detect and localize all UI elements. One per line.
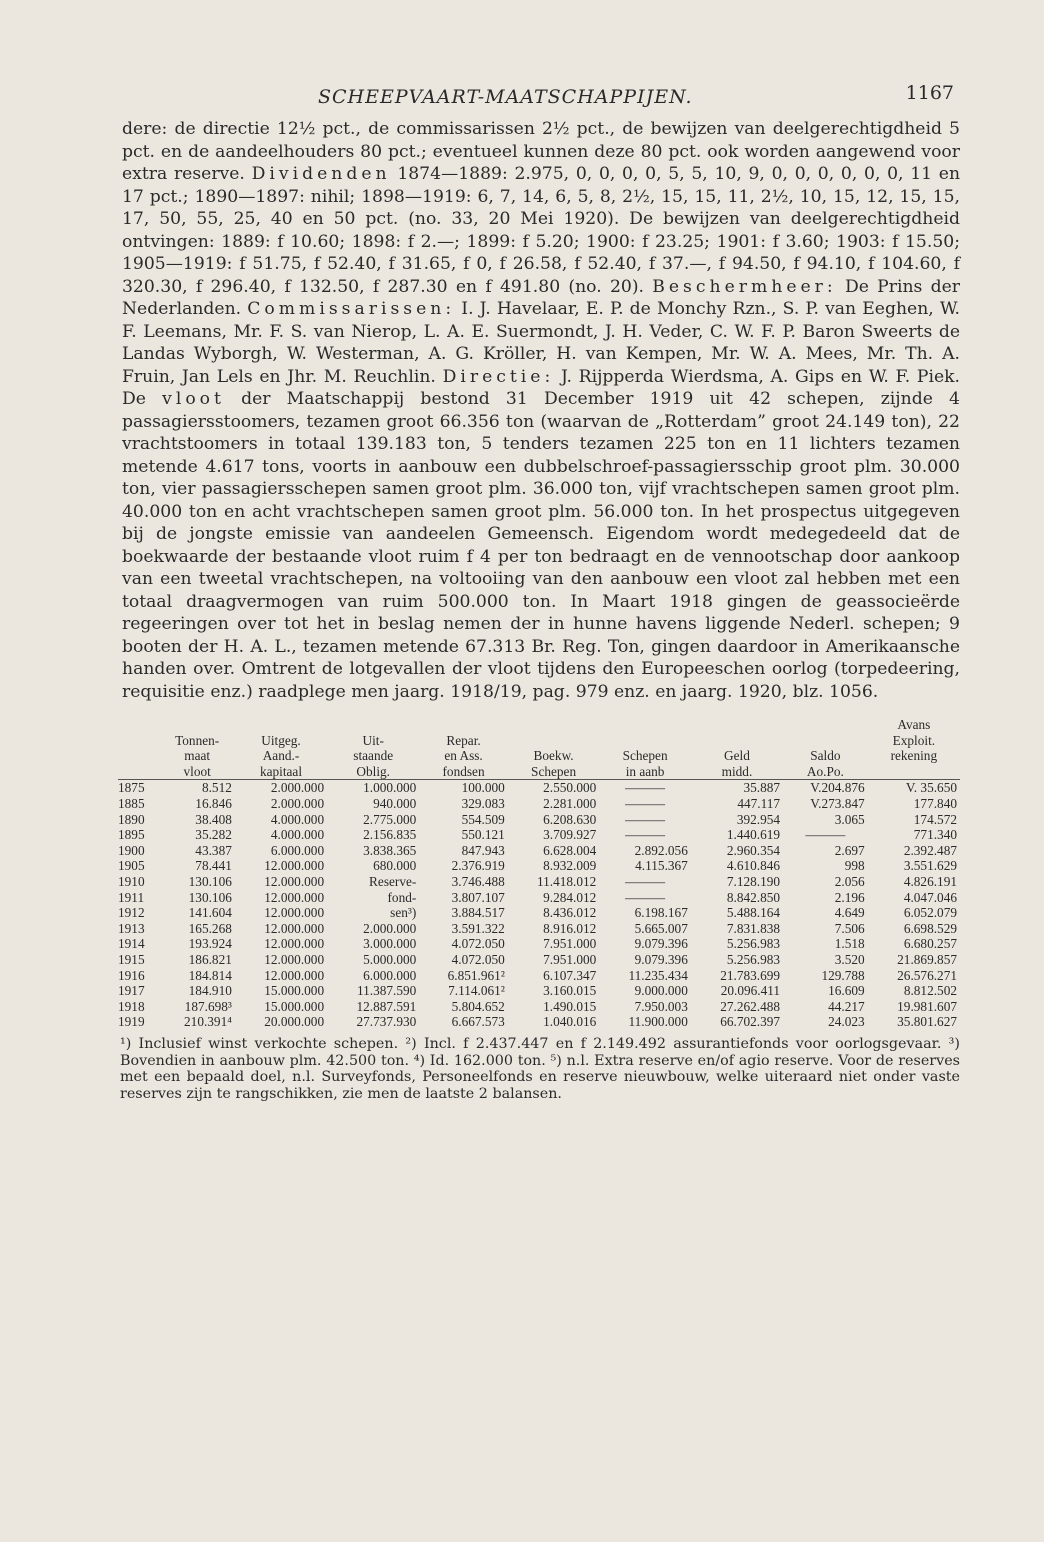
table-row (118, 843, 960, 859)
table-cell: 9.079.396 (634, 936, 688, 952)
table-header-cell: Oblig. (327, 764, 419, 780)
table-row (118, 812, 960, 828)
table-cell: 4.000.000 (270, 811, 325, 827)
table-cell: 2.281.000 (543, 795, 597, 811)
table-cell: 27.262.488 (720, 998, 781, 1014)
table-cell: 8.812.502 (903, 983, 957, 999)
table-cell: 2.056 (834, 873, 865, 889)
table-cell: sen³) (390, 905, 417, 921)
table-cell: 12.887.591 (356, 998, 417, 1014)
table-header-cell: Aand.- (262, 748, 300, 764)
table-cell: 24.023 (828, 1014, 865, 1030)
table-header-cell (783, 733, 868, 749)
table-cell: V. 35.650 (905, 780, 957, 796)
table-cell: 1.440.619 (726, 827, 781, 843)
table-cell: 9.000.000 (634, 983, 688, 999)
table-cell: 6.628.004 (543, 842, 597, 858)
table-cell: 8.436.012 (543, 905, 597, 921)
table-cell: 6.198.167 (634, 905, 688, 921)
table-row (118, 983, 960, 999)
table-cell: 1.518 (834, 936, 865, 952)
table-cell: 186.821 (188, 951, 232, 967)
table-cell: 16.846 (195, 795, 232, 811)
table-header-cell (419, 717, 508, 733)
table-cell: 9.079.396 (634, 951, 688, 967)
table-cell: 7.951.000 (543, 936, 597, 952)
table-cell: 27.737.930 (356, 1014, 417, 1030)
table-header-row (118, 764, 960, 780)
table-cell: 26.576.271 (897, 967, 957, 983)
table-cell: 6.052.079 (903, 905, 957, 921)
table-row (118, 780, 960, 796)
table-cell: 15.000.000 (264, 998, 325, 1014)
table-cell: 38.408 (195, 811, 232, 827)
table-cell: ——— (625, 873, 666, 889)
table-cell: 5.000.000 (363, 951, 417, 967)
table-cell: fond- (387, 889, 417, 905)
running-header (118, 78, 960, 118)
table-cell: 193.924 (188, 936, 232, 952)
table-year-cell: 1885 (118, 795, 145, 811)
table-year-cell: 1905 (118, 858, 145, 874)
label-dividenden: Dividenden (251, 164, 391, 184)
table-cell: 15.000.000 (264, 983, 325, 999)
table-cell: 2.550.000 (543, 780, 597, 796)
table-cell: 7.950.003 (634, 998, 688, 1014)
table-cell: 100.000 (461, 780, 505, 796)
table-header-cell (691, 733, 783, 749)
table-cell: 8.842.850 (726, 889, 781, 905)
financial-table (118, 717, 960, 1030)
text-segment: I. J. Havelaar, E. P. de Monchy Rzn., S. P. van Eeghen, W. F. Leemans, Mr. F. S. van Nierop, L. A. E. Suermondt, J. H. Veder, C. W. F. P. Baron Sweerts de Landas Wyborgh, W. Westerman, A. G. Kröller, H. van Kempen, Mr. W. A. Mees, Mr. Th. A. Fruin, Jan Lels en Jhr. M. Reuchlin. (122, 299, 960, 387)
table-year-cell: 1875 (118, 780, 145, 796)
table-header-cell (508, 717, 600, 733)
text-segment: J. Rijpperda Wierdsma, A. Gips en W. F. Piek. De (122, 366, 960, 409)
table-cell: Reserve- (369, 873, 417, 889)
table-cell: 3.160.015 (543, 983, 597, 999)
table-cell: ——— (625, 780, 666, 796)
table-cell: 5.256.983 (726, 936, 781, 952)
table-cell: 6.667.573 (451, 1014, 505, 1030)
table-cell: 165.268 (188, 920, 232, 936)
table-header-cell: maat (184, 748, 211, 764)
footnotes: ¹) Inclusief winst verkochte schepen. ²) Incl. f 2.437.447 en f 2.149.492 assurantiefonds voor oorlogsgevaar. ³) Bovendien in aanbouw plm. 42.500 ton. ⁴) Id. 162.000 ton. ⁵) n.l. Extra reserve en/of agio reserve. Voor de reserves met een bepaald doel, n.l. Surveyfonds, Personeelfonds en reserve nieuwbouw, welke uiteraard niet onder vaste reserves zijn te rangschikken, zie men de laatste 2 balansen. (120, 1035, 960, 1103)
table-cell: 130.106 (188, 889, 232, 905)
table-cell: 4.826.191 (903, 873, 957, 889)
table-cell: ——— (625, 889, 666, 905)
table-cell: 329.083 (461, 795, 505, 811)
table-cell: 2.775.000 (363, 811, 417, 827)
table-cell: 7.831.838 (726, 920, 781, 936)
table-header-cell: Tonnen- (175, 732, 220, 748)
table-header-cell (118, 717, 159, 733)
table-cell: 3.551.629 (903, 858, 957, 874)
table-cell: 4.072.050 (451, 936, 505, 952)
table-cell: 12.000.000 (264, 873, 325, 889)
table-cell: 4.610.846 (726, 858, 781, 874)
table-cell: 7.128.190 (726, 873, 781, 889)
table-cell: 141.604 (188, 905, 232, 921)
table-row (118, 999, 960, 1015)
text-segment: dere: de directie 12½ pct., de commissarissen 2½ pct., de bewijzen van deelgerechtigdheid 5 pct. en de aandeelhouders 80 pct.; eventueel kunnen deze 80 pct. ook worden aangewend voor extra reserve. (122, 119, 960, 184)
table-header-cell (508, 733, 600, 749)
table-cell: 847.943 (461, 842, 505, 858)
table-cell: 12.000.000 (264, 936, 325, 952)
table-header-row (118, 717, 960, 733)
table-header-cell: Schepen (508, 764, 600, 780)
table-cell: 12.000.000 (264, 920, 325, 936)
table-header-cell (118, 733, 159, 749)
table-row (118, 827, 960, 843)
text-segment: De Prins der Nederlanden. (122, 276, 960, 319)
table-cell: 12.000.000 (264, 858, 325, 874)
table-cell: 177.840 (913, 795, 957, 811)
table-row (118, 952, 960, 968)
table-year-cell: 1913 (118, 920, 145, 936)
label-vloot: vloot (162, 389, 225, 409)
table-header-cell: Geld (724, 748, 750, 764)
table-cell: 12.000.000 (264, 905, 325, 921)
table-header-cell (118, 764, 159, 780)
table-cell: 44.217 (828, 998, 865, 1014)
table-cell: 8.916.012 (543, 920, 597, 936)
table-cell: V.273.847 (810, 795, 865, 811)
table-row (118, 936, 960, 952)
table-header-cell: Exploit. (892, 732, 936, 748)
table-cell: 7.951.000 (543, 951, 597, 967)
table-cell: 3.520 (834, 951, 865, 967)
table-cell: 6.851.961² (447, 967, 505, 983)
table-year-cell: 1910 (118, 873, 145, 889)
table-header-cell: vloot (159, 764, 234, 780)
running-title: SCHEEPVAART-MAATSCHAPPIJEN. (318, 86, 693, 108)
table-cell: 12.000.000 (264, 951, 325, 967)
table-cell: 8.932.009 (543, 858, 597, 874)
page (118, 78, 960, 1103)
table-year-cell: 1919 (118, 1014, 145, 1030)
table-header-cell: Ao.Po. (783, 764, 868, 780)
table-cell: 554.509 (461, 811, 505, 827)
table-cell: 5.488.164 (726, 905, 781, 921)
table-header-cell: in aanb (599, 764, 691, 780)
table-cell: 1.000.000 (363, 780, 417, 796)
table-header-cell: rekening (890, 748, 938, 764)
table-cell: ——— (625, 795, 666, 811)
table-cell: ——— (625, 811, 666, 827)
table-row (118, 905, 960, 921)
table-year-cell: 1918 (118, 998, 145, 1014)
table-cell: 392.954 (736, 811, 781, 827)
table-cell: 1.490.015 (543, 998, 597, 1014)
table-header-cell: Saldo (810, 748, 841, 764)
table-row (118, 796, 960, 812)
table-header-cell: Uitgeg. (261, 732, 301, 748)
table-cell: 3.884.517 (451, 905, 505, 921)
table-cell: 66.702.397 (720, 1014, 781, 1030)
table-cell: 5.804.652 (451, 998, 505, 1014)
table-cell: 3.591.322 (451, 920, 505, 936)
table-header-cell: kapitaal (235, 764, 327, 780)
table-row (118, 874, 960, 890)
table-cell: 129.788 (821, 967, 865, 983)
table-cell: 2.697 (834, 842, 865, 858)
table-cell: 184.814 (188, 967, 232, 983)
table-cell: 2.376.919 (451, 858, 505, 874)
label-directie: Directie: (442, 366, 555, 387)
table-header-cell: fondsen (419, 764, 508, 780)
table-header-row (118, 733, 960, 749)
table-year-cell: 1895 (118, 827, 145, 843)
table-cell: 5.665.007 (634, 920, 688, 936)
table-cell: 2.196 (834, 889, 865, 905)
table-cell: 20.000.000 (264, 1014, 325, 1030)
table-cell: 1.040.016 (543, 1014, 597, 1030)
table-cell: 35.887 (743, 780, 781, 796)
table-cell: 21.783.699 (720, 967, 781, 983)
table-cell: 2.000.000 (363, 920, 417, 936)
table-row (118, 1014, 960, 1030)
table-cell: 940.000 (373, 795, 417, 811)
table-cell: 7.506 (834, 920, 865, 936)
table-year-cell: 1911 (118, 889, 145, 905)
table-header-cell (118, 748, 159, 764)
table-cell: ——— (805, 827, 846, 843)
table-header-cell: Avans (897, 717, 931, 732)
table-cell: 11.387.590 (356, 983, 417, 999)
table-cell: 6.698.529 (903, 920, 957, 936)
table-cell: 3.000.000 (363, 936, 417, 952)
table-year-cell: 1915 (118, 951, 145, 967)
table-cell: 3.065 (834, 811, 865, 827)
table-cell: 3.838.365 (363, 842, 417, 858)
table-cell: 35.801.627 (897, 1014, 957, 1030)
table-cell: 4.649 (834, 905, 865, 921)
table-cell: 11.235.434 (628, 967, 688, 983)
table-cell: 6.000.000 (270, 842, 325, 858)
table-cell: 680.000 (373, 858, 417, 874)
table-year-cell: 1916 (118, 967, 145, 983)
table-cell: 4.115.367 (635, 858, 688, 874)
table-cell: 4.047.046 (903, 889, 957, 905)
table-cell: 43.387 (195, 842, 232, 858)
table-cell: 12.000.000 (264, 889, 325, 905)
table-year-cell: 1912 (118, 905, 145, 921)
table-cell: 7.114.061² (448, 983, 505, 999)
table-cell: 2.156.835 (363, 827, 417, 843)
table-cell: 3.709.927 (543, 827, 597, 843)
table-cell: 35.282 (195, 827, 232, 843)
table-header-cell (327, 717, 419, 733)
table-cell: 447.117 (737, 795, 781, 811)
table-header-cell (599, 733, 691, 749)
table-cell: 187.698³ (184, 998, 232, 1014)
table-cell: V.204.876 (810, 780, 865, 796)
table-header-cell (783, 717, 868, 733)
label-beschermheer: Beschermheer: (652, 276, 837, 297)
table-cell: 3.746.488 (451, 873, 505, 889)
table-year-cell: 1914 (118, 936, 145, 952)
table-header-cell: Boekw. (533, 748, 574, 764)
table-cell: 4.072.050 (451, 951, 505, 967)
table-cell: 998 (844, 858, 865, 874)
table-cell: 5.256.983 (726, 951, 781, 967)
table-cell: 8.512 (201, 780, 232, 796)
table-header-cell: staande (353, 748, 394, 764)
table-cell: 12.000.000 (264, 967, 325, 983)
label-commissarissen: Commissarissen: (247, 299, 456, 319)
table-cell: 21.869.857 (897, 951, 957, 967)
table-row (118, 968, 960, 984)
text-segment: der Maatschappij bestond 31 December 1919 uit 42 schepen, zijnde 4 passagiersstoomers, tezamen groot 66.356 ton (waarvan de „Rotterdam” groot 24.149 ton), 22 vrachtstoomers in totaal 139.183 ton, 5 tenders tezamen 225 ton en 11 lichters tezamen metende 4.617 tons, voorts in aanbouw een dubbelschroef-passagiersschip groot plm. 30.000 ton, vier passagiersschepen samen groot plm. 36.000 ton, vijf vrachtschepen samen groot plm. 40.000 ton en acht vrachtschepen samen groot plm. 56.000 ton. In het prospectus uitgegeven bij de jongste emissie van aandeelen Gemeensch. Eigendom wordt medegedeeld dat de boekwaarde der bestaande vloot ruim f 4 per ton bedraagt en de vennootschap door aankoop van een tweetal vrachtschepen, na voltooiing van den aanbouw een vloot zal hebben met een totaal draagvermogen van ruim 500.000 ton. In Maart 1918 gingen de geassocieërde regeeringen over tot het in beslag nemen der in hunne havens liggende Nederl. schepen; 9 booten der H. A. L., tezamen metende 67.313 Br. Reg. Ton, gingen daardoor in Amerikaansche handen over. Omtrent de lotgevallen der vloot tijdens den Europeeschen oorlog (torpedeering, requisitie enz.) raadplege men jaarg. 1918/19, pag. 979 enz. en jaarg. 1920, blz. 1056. (122, 389, 960, 702)
table-row (118, 890, 960, 906)
table-cell: 4.000.000 (270, 827, 325, 843)
table-cell: 184.910 (188, 983, 232, 999)
table-cell: 771.340 (913, 827, 957, 843)
table-row (118, 858, 960, 874)
table-cell: 20.096.411 (720, 983, 781, 999)
table-cell: 3.807.107 (451, 889, 505, 905)
table-cell: 9.284.012 (543, 889, 597, 905)
table-cell: 78.441 (195, 858, 232, 874)
table-cell: 19.981.607 (897, 998, 957, 1014)
table-row (118, 921, 960, 937)
table-header-cell: Repar. (446, 732, 481, 748)
table-cell: 2.000.000 (270, 780, 325, 796)
table-cell: 6.208.630 (543, 811, 597, 827)
table-cell: 130.106 (188, 873, 232, 889)
table-header-cell (159, 717, 234, 733)
table-header-cell: Schepen (622, 748, 668, 764)
table-cell: 210.391⁴ (184, 1014, 232, 1030)
table-header-cell (868, 764, 960, 780)
table-cell: 11.418.012 (536, 873, 597, 889)
text-segment: 1874—1889: 2.975, 0, 0, 0, 0, 5, 5, 10, 9, 0, 0, 0, 0, 0, 0, 11 en 17 pct.; 1890—1897: nihil; 1898—1919: 6, 7, 14, 6, 5, 8, 2½, 15, 15, 11, 2½, 10, 15, 12, 15, 15, 17, 50, 55, 25, 40 en 50 pct. (no. 33, 20 Mei 1920). De bewijzen van deelgerechtigdheid ontvingen: 1889: f 10.60; 1898: f 2.—; 1899: f 5.20; 1900: f 23.25; 1901: f 3.60; 1903: f 15.50; 1905—1919: f 51.75, f 52.40, f 31.65, f 0, f 26.58, f 52.40, f 37.—, f 94.50, f 94.10, f 104.60, f 320.30, f 296.40, f 132.50, f 287.30 en f 491.80 (no. 20). (122, 164, 961, 297)
table-header-cell: Uit- (362, 732, 384, 748)
table-cell: 2.000.000 (270, 795, 325, 811)
table-header-cell (691, 717, 783, 733)
table-header-row (118, 748, 960, 764)
table-header-cell (235, 717, 327, 733)
table-cell: 2.892.056 (634, 842, 688, 858)
table-header-cell: midd. (691, 764, 783, 780)
table-cell: 11.900.000 (628, 1014, 688, 1030)
page-number: 1167 (905, 82, 954, 104)
table-cell: 16.609 (828, 983, 865, 999)
table-header-cell: en Ass. (444, 748, 483, 764)
body-paragraph (118, 118, 960, 703)
table-cell: ——— (625, 827, 666, 843)
table-year-cell: 1900 (118, 842, 145, 858)
table-header-cell (599, 717, 691, 733)
table-cell: 6.680.257 (903, 936, 957, 952)
table-cell: 6.000.000 (363, 967, 417, 983)
table-cell: 174.572 (913, 811, 957, 827)
table-year-cell: 1890 (118, 811, 145, 827)
table-cell: 6.107.347 (543, 967, 597, 983)
table-cell: 2.960.354 (726, 842, 781, 858)
table-cell: 550.121 (461, 827, 505, 843)
table-year-cell: 1917 (118, 983, 145, 999)
table-cell: 2.392.487 (903, 842, 957, 858)
